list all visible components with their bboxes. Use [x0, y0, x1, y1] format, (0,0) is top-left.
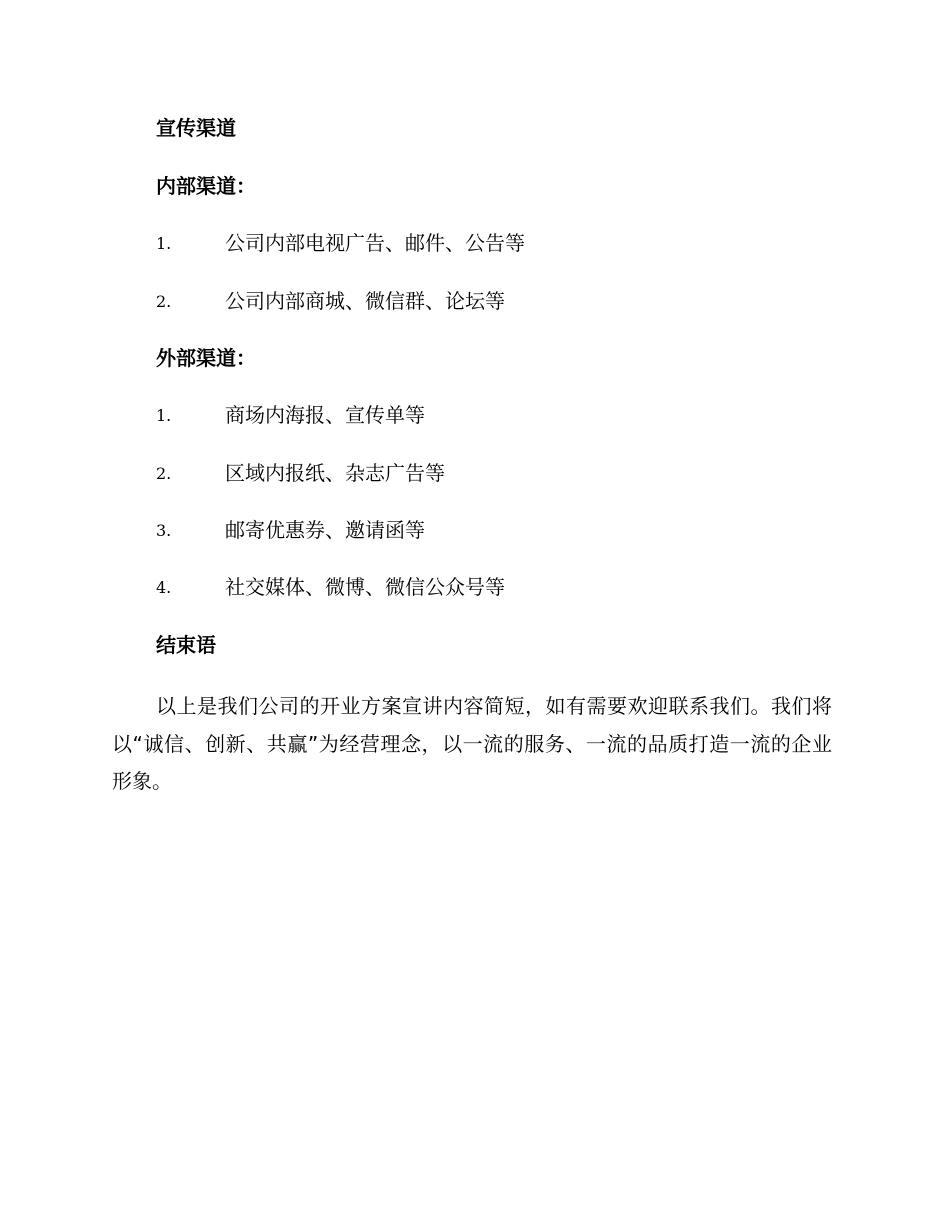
list-item-text: 区域内报纸、杂志广告等 [225, 461, 445, 485]
list-item-number: 1. [156, 406, 172, 425]
list-item-text: 公司内部电视广告、邮件、公告等 [225, 231, 525, 255]
section-heading-closing: 结束语 [156, 633, 216, 657]
list-item-number: 3. [156, 521, 172, 540]
list-item-number: 1. [156, 234, 172, 253]
list-item-text: 社交媒体、微博、微信公众号等 [225, 575, 505, 599]
closing-paragraph: 以上是我们公司的开业方案宣讲内容简短，如有需要欢迎联系我们。我们将以“诚信、创新、共赢”为经营理念，以一流的服务、一流的品质打造一流的企业形象。 [112, 694, 832, 793]
list-item-text: 商场内海报、宣传单等 [225, 403, 425, 427]
list-item-text: 公司内部商城、微信群、论坛等 [225, 289, 505, 313]
list-item-number: 2. [156, 292, 172, 311]
list-item-text: 邮寄优惠券、邀请函等 [225, 518, 425, 542]
list-item-number: 4. [156, 578, 172, 597]
list-item-number: 2. [156, 464, 172, 483]
subheading-external-channels: 外部渠道： [156, 346, 256, 370]
subheading-internal-channels: 内部渠道： [156, 174, 256, 198]
section-heading-channels: 宣传渠道 [156, 116, 236, 140]
